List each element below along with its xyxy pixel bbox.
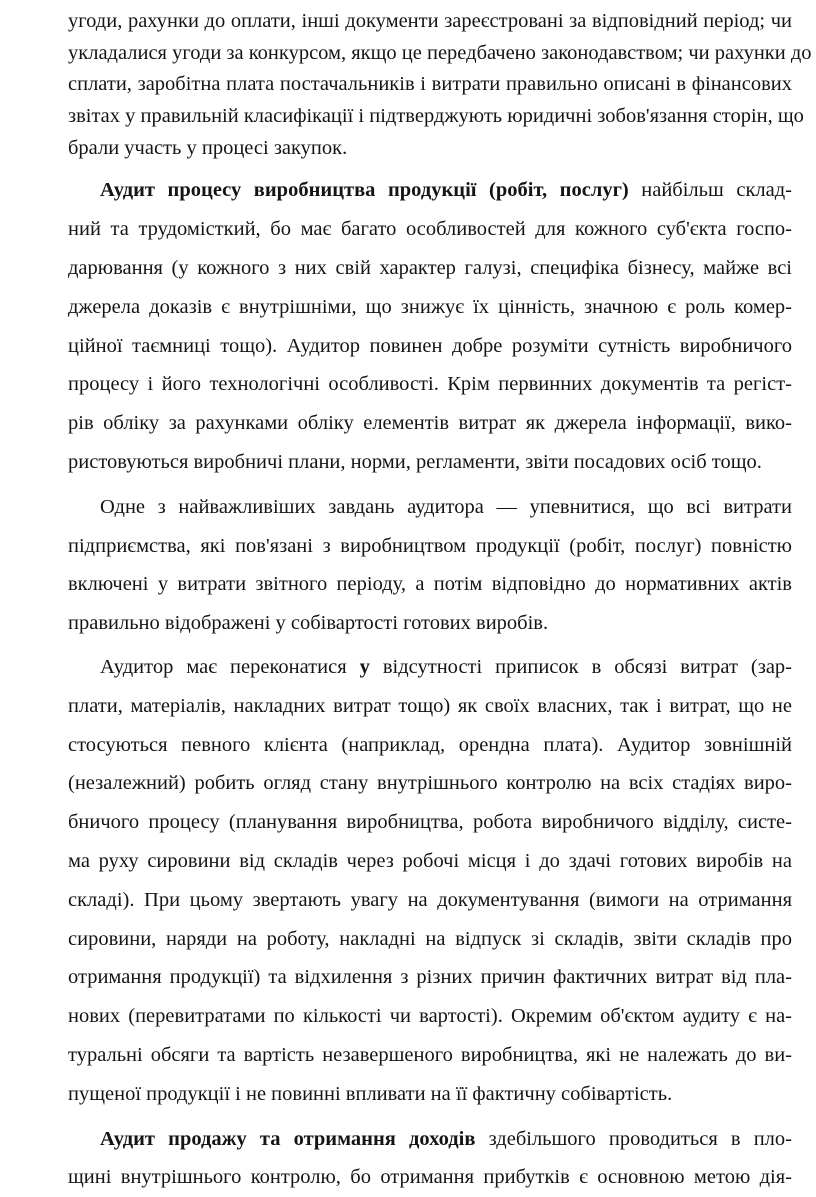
section-heading-sales: Аудит продажу та отримання доходів xyxy=(100,1127,476,1150)
text-line: ма руху сировини від складів через робочі місця і до здачі готових виробів на xyxy=(68,849,792,872)
paragraph-sales-audit xyxy=(68,1120,792,1197)
paragraph-production-audit xyxy=(68,171,792,481)
text-line: бничого процесу (планування виробництва, робота виробничого відділу, систе- xyxy=(68,811,792,834)
text-line: складі). При цьому звертають увагу на документування (вимоги на отримання xyxy=(68,888,792,911)
text-line: стосуються певного клієнта (наприклад, орендна плата). Аудитор зовнішній xyxy=(68,733,792,756)
text-line: пущеної продукції і не повинні впливати на її фактичну собівартість. xyxy=(68,1082,673,1105)
section-heading-production: Аудит процесу виробництва продукції (робіт, послуг) xyxy=(100,179,629,202)
text-line: включені у витрати звітного періоду, а потім відповідно до нормативних актів xyxy=(68,573,792,596)
text-line: Одне з найважливіших завдань аудитора — упевнитися, що всі витрати xyxy=(100,495,792,518)
text-line: брали участь у процесі закупок. xyxy=(68,136,348,159)
paragraph-auditor-task xyxy=(68,488,792,643)
document-page xyxy=(68,6,812,1197)
text-line: правильно відображені у собівартості готових виробів. xyxy=(68,612,549,635)
text-fragment: найбільш склад- xyxy=(628,179,792,202)
paragraph-purchases-end xyxy=(68,6,812,164)
text-line: процесу і його технологічні особливості. Крім первинних документів та регіст- xyxy=(68,373,792,396)
text-line xyxy=(68,648,792,687)
text-line: ційної таємниці тощо). Аудитор повинен добре розуміти сутність виробничого xyxy=(68,334,792,357)
text-line: (незалежний) робить огляд стану внутрішнього контролю на всіх стадіях виро- xyxy=(68,772,792,795)
text-line: сплати, заробітна плата постачальників і витрати правильно описані в фінансових xyxy=(68,73,792,96)
text-line: ристовуються виробничі плани, норми, регламенти, звіти посадових осіб тощо. xyxy=(68,451,762,474)
text-line: рів обліку за рахунками обліку елементів витрат як джерела інформації, вико- xyxy=(68,412,792,435)
text-line: угоди, рахунки до оплати, інші документи зареєстровані за відповідний період; чи xyxy=(68,10,792,32)
text-line: отримання продукції) та відхилення з різних причин фактичних витрат від пла- xyxy=(68,966,792,989)
text-line: джерела доказів є внутрішніми, що знижує їх цінність, значною є роль комер- xyxy=(68,295,792,318)
paragraph-auditor-verification xyxy=(68,648,792,1114)
bold-fragment: у xyxy=(359,656,370,678)
text-line: щині внутрішнього контролю, бо отримання прибутків є основною метою дія- xyxy=(68,1166,792,1189)
text-line: туральні обсяги та вартість незавершеного виробництва, які не належать до ви- xyxy=(68,1043,792,1066)
text-line: плати, матеріалів, накладних витрат тощо) як своїх власних, так і витрат, що не xyxy=(68,694,792,717)
text-line: сировини, наряди на роботу, накладні на відпуск зі складів, звіти складів про xyxy=(68,927,792,950)
text-line: укладалися угоди за конкурсом, якщо це передбачено законодавством; чи рахунки до xyxy=(68,41,812,64)
text-line: ний та трудомісткий, бо має багато особливостей для кожного суб'єкта госпо- xyxy=(68,218,792,241)
text-line: звітах у правильній класифікації і підтверджують юридичні зобов'язання сторін, що xyxy=(68,105,804,128)
text-fragment: Аудитор має переконатися xyxy=(100,656,360,678)
text-line xyxy=(68,171,792,210)
text-fragment: відсутності приписок в обсязі витрат (зар- xyxy=(369,656,792,678)
text-fragment: здебільшого проводиться в пло- xyxy=(475,1127,792,1150)
text-line: дарювання (у кожного з них свій характер галузі, специфіка бізнесу, майже всі xyxy=(68,257,792,280)
text-line xyxy=(68,1120,792,1159)
text-line: нових (перевитратами по кількості чи вартості). Окремим об'єктом аудиту є на- xyxy=(68,1005,792,1028)
text-line: підприємства, які пов'язані з виробництвом продукції (робіт, послуг) повністю xyxy=(68,534,792,557)
